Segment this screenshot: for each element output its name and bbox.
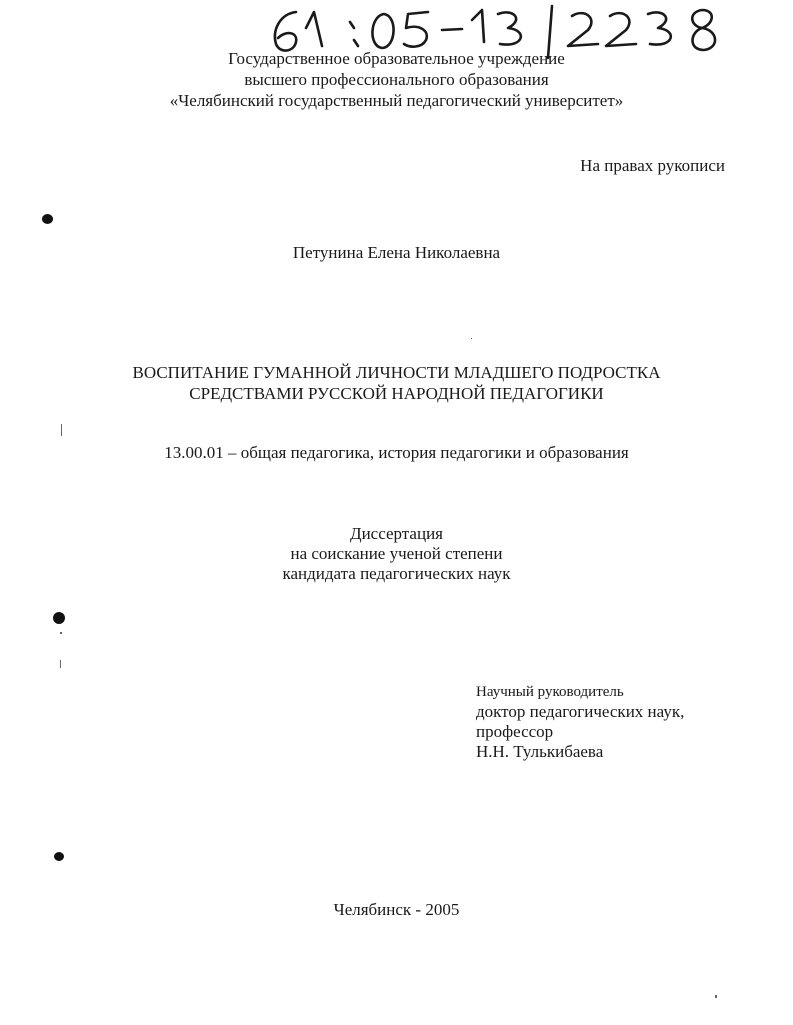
advisor-block [476,682,684,762]
title-line-1: ВОСПИТАНИЕ ГУМАННОЙ ЛИЧНОСТИ МЛАДШЕГО ПОДРОСТКА [132,363,661,382]
degree-line-1: Диссертация [349,524,443,543]
punch-hole-mark [42,214,53,224]
scan-speck [61,424,62,436]
author-name: Петунина Елена Николаевна [292,243,501,262]
advisor-degree: доктор педагогических наук, [476,702,685,721]
degree-line-2: на соискание ученой степени [290,544,503,563]
institution-line-2: высшего профессионального образования [244,70,549,89]
manuscript-rights-note: На правах рукописи [580,156,725,175]
advisor-rank: профессор [476,722,554,741]
institution-line-1: Государственное образовательное учреждение [228,49,565,68]
city-year: Челябинск - 2005 [333,900,460,919]
title-line-2: СРЕДСТВАМИ РУССКОЙ НАРОДНОЙ ПЕДАГОГИКИ [189,384,604,403]
punch-hole-mark [54,852,64,861]
scan-speck [60,632,62,634]
dissertation-title [0,362,793,404]
scan-speck [471,338,472,339]
specialty-code: 13.00.01 – общая педагогика, история педагогики и образования [164,443,629,462]
advisor-name: Н.Н. Тулькибаева [476,742,604,761]
institution-line-3: «Челябинский государственный педагогический университет» [169,91,624,110]
advisor-label: Научный руководитель [476,684,624,700]
scan-speck [715,995,717,998]
scan-speck [60,660,61,668]
degree-line-3: кандидата педагогических наук [282,564,511,583]
degree-block [0,524,793,584]
punch-hole-mark [53,612,65,624]
